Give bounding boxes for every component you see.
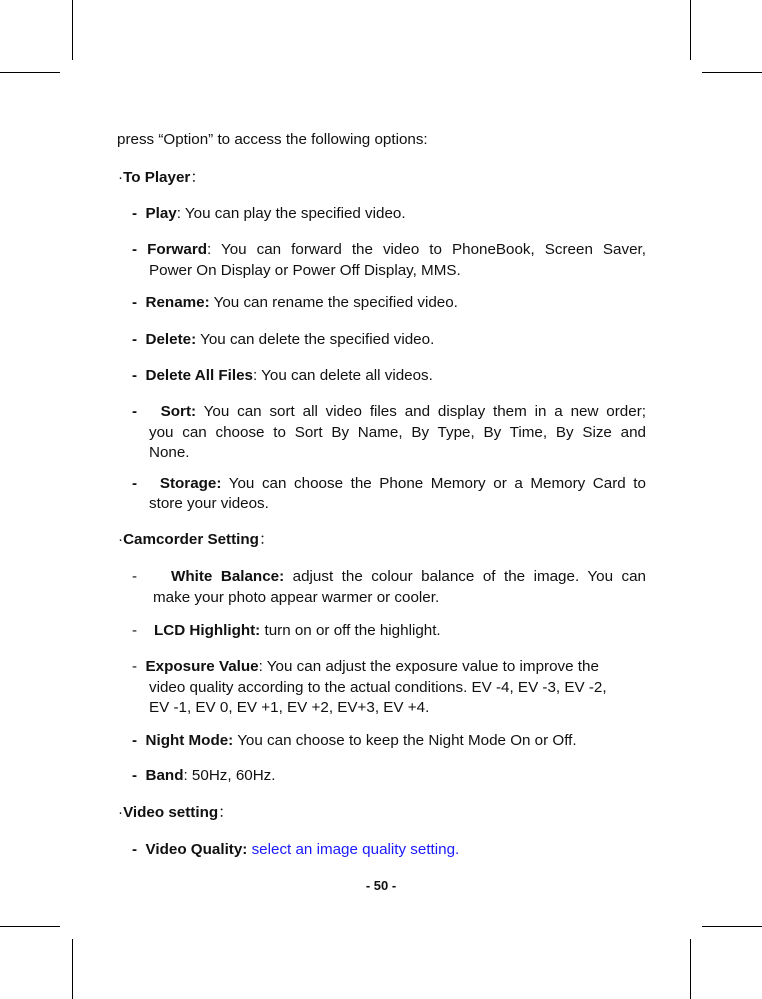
dash: - — [132, 841, 138, 858]
bullet: · — [118, 169, 124, 186]
item-exposure-line2: video quality according to the actual conditions. EV -4, EV -3, EV -2, — [149, 679, 607, 696]
item-text: : 50Hz, 60Hz. — [183, 767, 276, 784]
dash: - — [132, 403, 138, 420]
item-band — [132, 766, 276, 785]
item-term: Play — [145, 205, 177, 222]
crop-mark — [690, 939, 691, 999]
item-video-quality — [132, 840, 459, 859]
dash: - — [132, 732, 138, 749]
section-to-player — [118, 168, 206, 187]
item-exposure-line3: EV -1, EV 0, EV +1, EV +2, EV+3, EV +4. — [149, 699, 430, 716]
item-play — [132, 204, 406, 223]
item-term: Delete All Files — [145, 367, 253, 384]
item-text: You can choose the Phone Memory or a Memory Card to — [221, 475, 646, 492]
crop-mark — [702, 926, 762, 927]
dash: - — [132, 658, 138, 675]
item-text: : You can delete all videos. — [253, 367, 433, 384]
item-forward-line2: Power On Display or Power Off Display, MMS. — [149, 262, 461, 279]
crop-mark — [72, 0, 73, 60]
item-term: Forward — [147, 241, 208, 258]
item-text: You can choose to keep the Night Mode On or Off. — [233, 732, 577, 749]
crop-mark — [72, 939, 73, 999]
item-text: turn on or off the highlight. — [260, 622, 441, 639]
item-term: Video Quality: — [145, 841, 248, 858]
crop-mark — [0, 72, 60, 73]
colon: ： — [258, 531, 275, 548]
colon: ： — [190, 169, 206, 186]
section-title: To Player — [123, 169, 191, 186]
colon: ： — [218, 804, 234, 821]
item-text: : You can forward the video to PhoneBook, Screen Saver, — [207, 241, 646, 258]
item-term: Delete: — [145, 331, 197, 348]
item-term: Exposure Value — [145, 658, 259, 675]
crop-mark — [702, 72, 762, 73]
item-term: Sort: — [160, 403, 197, 420]
item-delete-all — [132, 366, 433, 385]
item-night-mode — [132, 731, 577, 750]
item-exposure — [132, 657, 599, 676]
item-text: adjust the colour balance of the image. You can — [284, 568, 646, 585]
item-text: select an image quality setting. — [247, 841, 460, 858]
item-white-balance-line2: make your photo appear warmer or cooler. — [153, 589, 440, 606]
crop-mark — [0, 926, 60, 927]
page-number: - 50 - — [365, 878, 397, 893]
dash: - — [132, 205, 138, 222]
item-text: You can rename the specified video. — [209, 294, 458, 311]
intro-text: press “Option” to access the following options: — [117, 131, 428, 148]
item-forward — [132, 240, 646, 259]
item-lcd-highlight — [132, 621, 441, 640]
bullet: · — [118, 531, 124, 548]
item-term: Band — [145, 767, 184, 784]
item-term: Night Mode: — [145, 732, 234, 749]
item-term: White Balance: — [171, 568, 285, 585]
item-term: Storage: — [159, 475, 222, 492]
section-video — [118, 803, 233, 822]
item-text: You can sort all video files and display them in a new order; — [196, 403, 646, 420]
item-white-balance — [132, 567, 646, 586]
dash: - — [132, 331, 138, 348]
dash: - — [132, 294, 138, 311]
dash: - — [132, 622, 138, 639]
dash: - — [132, 367, 138, 384]
section-title: Camcorder Setting — [123, 531, 259, 548]
section-title: Video setting — [123, 804, 219, 821]
item-term: LCD Highlight: — [153, 622, 261, 639]
item-term: Rename: — [145, 294, 210, 311]
item-storage-line2: store your videos. — [149, 495, 269, 512]
item-sort-line2: you can choose to Sort By Name, By Type, By Time, By Size and — [149, 424, 646, 441]
dash: - — [132, 241, 138, 258]
item-rename — [132, 293, 458, 312]
dash: - — [132, 568, 138, 585]
item-storage — [132, 474, 646, 493]
bullet: · — [118, 804, 124, 821]
item-text: : You can adjust the exposure value to improve the — [258, 658, 599, 675]
item-text: You can delete the specified video. — [196, 331, 435, 348]
item-text: : You can play the specified video. — [176, 205, 406, 222]
dash: - — [132, 767, 138, 784]
section-camcorder — [118, 530, 274, 549]
item-sort-line3: None. — [149, 444, 190, 461]
dash: - — [132, 475, 138, 492]
item-sort — [132, 402, 646, 421]
crop-mark — [690, 0, 691, 60]
item-delete — [132, 330, 434, 349]
